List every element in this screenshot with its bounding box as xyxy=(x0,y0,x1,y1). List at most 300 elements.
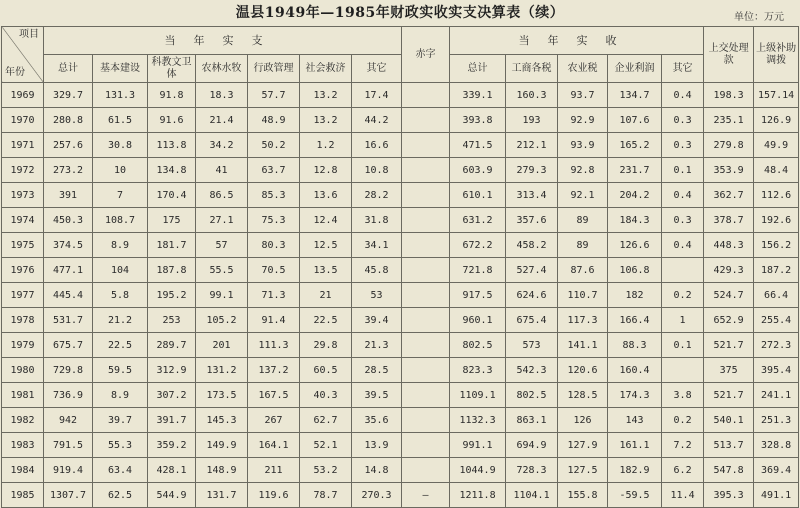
revenue-cell: 174.3 xyxy=(608,383,662,408)
deficit-cell xyxy=(402,283,450,308)
expend-cell: 289.7 xyxy=(148,333,196,358)
corner-top-label: 项目 xyxy=(19,29,39,40)
revenue-cell: 93.7 xyxy=(558,83,608,108)
expend-cell: 91.8 xyxy=(148,83,196,108)
buzhu-cell: 241.1 xyxy=(754,383,799,408)
table-row xyxy=(2,408,799,433)
buzhu-cell: 491.1 xyxy=(754,483,799,508)
expend-cell: 273.2 xyxy=(44,158,93,183)
buzhu-cell: 156.2 xyxy=(754,233,799,258)
revenue-cell: 991.1 xyxy=(450,433,506,458)
year-cell: 1975 xyxy=(2,233,44,258)
expend-cell: 531.7 xyxy=(44,308,93,333)
expend-cell: 164.1 xyxy=(248,433,300,458)
revenue-cell: 802.5 xyxy=(450,333,506,358)
expend-cell: 10.8 xyxy=(352,158,402,183)
deficit-cell xyxy=(402,83,450,108)
revenue-cell: 160.3 xyxy=(506,83,558,108)
page-title: 温县1949年—1985年财政实收实支决算表（续） xyxy=(235,5,565,21)
revenue-cell: 212.1 xyxy=(506,133,558,158)
expend-col-header: 行政管理 xyxy=(248,55,300,83)
expend-cell: 21.2 xyxy=(93,308,148,333)
expend-cell: 57.7 xyxy=(248,83,300,108)
expend-cell: 39.5 xyxy=(352,383,402,408)
table-row xyxy=(2,183,799,208)
expend-cell: 280.8 xyxy=(44,108,93,133)
shangjiao-cell: 375 xyxy=(704,358,754,383)
expend-cell: 71.3 xyxy=(248,283,300,308)
deficit-cell xyxy=(402,433,450,458)
expend-cell: 167.5 xyxy=(248,383,300,408)
revenue-cell: 107.6 xyxy=(608,108,662,133)
revenue-cell: 0.3 xyxy=(662,133,704,158)
revenue-cell: 155.8 xyxy=(558,483,608,508)
expend-cell: 736.9 xyxy=(44,383,93,408)
revenue-cell: 863.1 xyxy=(506,408,558,433)
revenue-col-header: 企业利润 xyxy=(608,55,662,83)
revenue-cell: 960.1 xyxy=(450,308,506,333)
expend-cell: 63.4 xyxy=(93,458,148,483)
buzhu-cell: 126.9 xyxy=(754,108,799,133)
expend-cell: 62.5 xyxy=(93,483,148,508)
expend-cell: 39.4 xyxy=(352,308,402,333)
expend-cell: 31.8 xyxy=(352,208,402,233)
revenue-cell: 624.6 xyxy=(506,283,558,308)
expend-cell: 48.9 xyxy=(248,108,300,133)
buzhu-cell: 66.4 xyxy=(754,283,799,308)
revenue-cell: 339.1 xyxy=(450,83,506,108)
revenue-cell: 0.2 xyxy=(662,283,704,308)
expend-cell: 1307.7 xyxy=(44,483,93,508)
year-cell: 1982 xyxy=(2,408,44,433)
expend-cell: 149.9 xyxy=(196,433,248,458)
table-row xyxy=(2,133,799,158)
expend-cell: 187.8 xyxy=(148,258,196,283)
expend-cell: 85.3 xyxy=(248,183,300,208)
expend-cell: 329.7 xyxy=(44,83,93,108)
subheader-row xyxy=(2,55,799,83)
expend-cell: 53 xyxy=(352,283,402,308)
revenue-cell: 126 xyxy=(558,408,608,433)
expend-cell: 55.3 xyxy=(93,433,148,458)
expend-cell: 477.1 xyxy=(44,258,93,283)
expend-cell: 63.7 xyxy=(248,158,300,183)
deficit-cell xyxy=(402,108,450,133)
buzhu-cell: 157.14 xyxy=(754,83,799,108)
expend-cell: 8.9 xyxy=(93,233,148,258)
buzhu-cell: 49.9 xyxy=(754,133,799,158)
shangjiao-cell: 378.7 xyxy=(704,208,754,233)
buzhu-cell: 255.4 xyxy=(754,308,799,333)
expend-cell: 50.2 xyxy=(248,133,300,158)
revenue-cell: 87.6 xyxy=(558,258,608,283)
revenue-cell: 126.6 xyxy=(608,233,662,258)
revenue-cell: 721.8 xyxy=(450,258,506,283)
expend-cell: 450.3 xyxy=(44,208,93,233)
revenue-cell: 193 xyxy=(506,108,558,133)
revenue-cell: 92.1 xyxy=(558,183,608,208)
expend-cell: 942 xyxy=(44,408,93,433)
revenue-cell: 631.2 xyxy=(450,208,506,233)
expend-cell: 40.3 xyxy=(300,383,352,408)
year-cell: 1981 xyxy=(2,383,44,408)
expend-cell: 61.5 xyxy=(93,108,148,133)
expend-cell: 131.3 xyxy=(93,83,148,108)
expend-cell: 919.4 xyxy=(44,458,93,483)
expend-group-header: 当年实支 xyxy=(44,27,402,55)
revenue-col-header: 总计 xyxy=(450,55,506,83)
expend-cell: 18.3 xyxy=(196,83,248,108)
expend-cell: 75.3 xyxy=(248,208,300,233)
revenue-cell: 7.2 xyxy=(662,433,704,458)
revenue-cell: 117.3 xyxy=(558,308,608,333)
shangjiao-cell: 279.8 xyxy=(704,133,754,158)
year-cell: 1985 xyxy=(2,483,44,508)
expend-cell: 91.4 xyxy=(248,308,300,333)
revenue-cell: 143 xyxy=(608,408,662,433)
shangjiao-cell: 198.3 xyxy=(704,83,754,108)
buzhu-cell: 328.8 xyxy=(754,433,799,458)
revenue-cell: 204.2 xyxy=(608,183,662,208)
revenue-col-header: 工商各税 xyxy=(506,55,558,83)
expend-cell: 29.8 xyxy=(300,333,352,358)
revenue-cell: 0.3 xyxy=(662,108,704,133)
revenue-cell: 92.8 xyxy=(558,158,608,183)
buzhu-cell: 192.6 xyxy=(754,208,799,233)
expend-cell: 145.3 xyxy=(196,408,248,433)
revenue-cell: 458.2 xyxy=(506,233,558,258)
year-cell: 1978 xyxy=(2,308,44,333)
revenue-cell: 92.9 xyxy=(558,108,608,133)
expend-cell: 270.3 xyxy=(352,483,402,508)
expend-cell: 70.5 xyxy=(248,258,300,283)
expend-cell: 39.7 xyxy=(93,408,148,433)
expend-cell: 91.6 xyxy=(148,108,196,133)
shangjiao-cell: 362.7 xyxy=(704,183,754,208)
shangjiao-cell: 521.7 xyxy=(704,333,754,358)
expend-cell: 57 xyxy=(196,233,248,258)
expend-cell: 13.9 xyxy=(352,433,402,458)
expend-cell: 445.4 xyxy=(44,283,93,308)
revenue-cell: 527.4 xyxy=(506,258,558,283)
expend-col-header: 总计 xyxy=(44,55,93,83)
year-cell: 1983 xyxy=(2,433,44,458)
expend-cell: 14.8 xyxy=(352,458,402,483)
expend-cell: 21.4 xyxy=(196,108,248,133)
expend-cell: 7 xyxy=(93,183,148,208)
deficit-cell xyxy=(402,383,450,408)
corner-header xyxy=(2,27,44,83)
corner-bottom-label: 年份 xyxy=(5,67,25,78)
revenue-cell xyxy=(662,258,704,283)
expend-cell: 148.9 xyxy=(196,458,248,483)
revenue-cell: 393.8 xyxy=(450,108,506,133)
revenue-cell: 127.5 xyxy=(558,458,608,483)
shangjiao-header: 上交处理款 xyxy=(704,27,754,83)
table-row xyxy=(2,208,799,233)
expend-cell: 21.3 xyxy=(352,333,402,358)
expend-cell: 675.7 xyxy=(44,333,93,358)
table-row xyxy=(2,458,799,483)
shangjiao-cell: 429.3 xyxy=(704,258,754,283)
revenue-cell: 802.5 xyxy=(506,383,558,408)
expend-cell: 22.5 xyxy=(300,308,352,333)
buzhu-cell: 48.4 xyxy=(754,158,799,183)
buzhu-cell: 251.3 xyxy=(754,408,799,433)
expend-cell: 131.7 xyxy=(196,483,248,508)
revenue-cell xyxy=(662,358,704,383)
expend-cell: 257.6 xyxy=(44,133,93,158)
expend-cell: 170.4 xyxy=(148,183,196,208)
expend-cell: 391.7 xyxy=(148,408,196,433)
revenue-cell: 182.9 xyxy=(608,458,662,483)
table-row xyxy=(2,158,799,183)
expend-cell: 137.2 xyxy=(248,358,300,383)
revenue-cell: 471.5 xyxy=(450,133,506,158)
revenue-cell: 0.2 xyxy=(662,408,704,433)
year-cell: 1974 xyxy=(2,208,44,233)
revenue-cell: 93.9 xyxy=(558,133,608,158)
revenue-cell: 166.4 xyxy=(608,308,662,333)
expend-cell: 28.2 xyxy=(352,183,402,208)
table-row xyxy=(2,233,799,258)
shangjiao-cell: 521.7 xyxy=(704,383,754,408)
year-cell: 1977 xyxy=(2,283,44,308)
shangjiao-cell: 547.8 xyxy=(704,458,754,483)
expend-cell: 21 xyxy=(300,283,352,308)
finance-table xyxy=(1,26,799,508)
revenue-cell: 160.4 xyxy=(608,358,662,383)
expend-cell: 34.2 xyxy=(196,133,248,158)
revenue-cell: 610.1 xyxy=(450,183,506,208)
expend-cell: 544.9 xyxy=(148,483,196,508)
expend-cell: 13.2 xyxy=(300,83,352,108)
expend-cell: 34.1 xyxy=(352,233,402,258)
table-row xyxy=(2,433,799,458)
table-row xyxy=(2,258,799,283)
shangjiao-cell: 524.7 xyxy=(704,283,754,308)
revenue-cell: 1044.9 xyxy=(450,458,506,483)
table-row xyxy=(2,308,799,333)
revenue-cell: 603.9 xyxy=(450,158,506,183)
shangjiao-cell: 395.3 xyxy=(704,483,754,508)
expend-cell: 30.8 xyxy=(93,133,148,158)
revenue-cell: 1211.8 xyxy=(450,483,506,508)
revenue-cell: 184.3 xyxy=(608,208,662,233)
expend-cell: 119.6 xyxy=(248,483,300,508)
revenue-cell: 165.2 xyxy=(608,133,662,158)
revenue-cell: 279.3 xyxy=(506,158,558,183)
expend-cell: 10 xyxy=(93,158,148,183)
expend-cell: 8.9 xyxy=(93,383,148,408)
year-cell: 1970 xyxy=(2,108,44,133)
table-row xyxy=(2,283,799,308)
deficit-cell xyxy=(402,308,450,333)
revenue-cell: 0.1 xyxy=(662,333,704,358)
expend-cell: 195.2 xyxy=(148,283,196,308)
revenue-cell: 161.1 xyxy=(608,433,662,458)
expend-cell: 175 xyxy=(148,208,196,233)
deficit-cell xyxy=(402,358,450,383)
expend-cell: 391 xyxy=(44,183,93,208)
expend-cell: 62.7 xyxy=(300,408,352,433)
expend-cell: 13.6 xyxy=(300,183,352,208)
expend-col-header: 社会救济 xyxy=(300,55,352,83)
table-body xyxy=(2,83,799,508)
buzhu-cell: 112.6 xyxy=(754,183,799,208)
expend-cell: 13.2 xyxy=(300,108,352,133)
expend-cell: 59.5 xyxy=(93,358,148,383)
expend-cell: 52.1 xyxy=(300,433,352,458)
expend-cell: 35.6 xyxy=(352,408,402,433)
unit-label: 单位：万元 xyxy=(734,12,784,23)
revenue-cell: 0.4 xyxy=(662,83,704,108)
revenue-cell: 89 xyxy=(558,208,608,233)
buzhu-cell: 369.4 xyxy=(754,458,799,483)
revenue-col-header: 其它 xyxy=(662,55,704,83)
expend-col-header: 基本建设 xyxy=(93,55,148,83)
expend-cell: 41 xyxy=(196,158,248,183)
revenue-cell: 3.8 xyxy=(662,383,704,408)
revenue-cell: 110.7 xyxy=(558,283,608,308)
expend-cell: 45.8 xyxy=(352,258,402,283)
revenue-cell: 182 xyxy=(608,283,662,308)
deficit-cell xyxy=(402,183,450,208)
table-row xyxy=(2,83,799,108)
revenue-cell: 728.3 xyxy=(506,458,558,483)
expend-cell: 1.2 xyxy=(300,133,352,158)
expend-cell: 267 xyxy=(248,408,300,433)
expend-cell: 791.5 xyxy=(44,433,93,458)
expend-cell: 16.6 xyxy=(352,133,402,158)
deficit-cell xyxy=(402,233,450,258)
deficit-cell xyxy=(402,408,450,433)
expend-cell: 211 xyxy=(248,458,300,483)
expend-cell: 13.5 xyxy=(300,258,352,283)
expend-cell: 359.2 xyxy=(148,433,196,458)
revenue-cell: 0.4 xyxy=(662,233,704,258)
expend-cell: 12.4 xyxy=(300,208,352,233)
expend-cell: 53.2 xyxy=(300,458,352,483)
revenue-cell: 1104.1 xyxy=(506,483,558,508)
shangjiao-cell: 235.1 xyxy=(704,108,754,133)
deficit-cell xyxy=(402,133,450,158)
expend-cell: 27.1 xyxy=(196,208,248,233)
deficit-cell xyxy=(402,458,450,483)
expend-cell: 22.5 xyxy=(93,333,148,358)
revenue-cell: 0.3 xyxy=(662,208,704,233)
revenue-cell: 1109.1 xyxy=(450,383,506,408)
expend-cell: 55.5 xyxy=(196,258,248,283)
buzhu-cell: 272.3 xyxy=(754,333,799,358)
expend-cell: 12.5 xyxy=(300,233,352,258)
deficit-cell xyxy=(402,158,450,183)
table-row xyxy=(2,358,799,383)
revenue-cell: 128.5 xyxy=(558,383,608,408)
year-cell: 1971 xyxy=(2,133,44,158)
expend-cell: 173.5 xyxy=(196,383,248,408)
expend-cell: 80.3 xyxy=(248,233,300,258)
expend-col-header: 农林水牧 xyxy=(196,55,248,83)
expend-cell: 131.2 xyxy=(196,358,248,383)
year-cell: 1973 xyxy=(2,183,44,208)
shangjiao-cell: 448.3 xyxy=(704,233,754,258)
table-row xyxy=(2,333,799,358)
deficit-cell xyxy=(402,208,450,233)
revenue-cell: 141.1 xyxy=(558,333,608,358)
revenue-cell: 357.6 xyxy=(506,208,558,233)
buzhu-cell: 187.2 xyxy=(754,258,799,283)
expend-cell: 78.7 xyxy=(300,483,352,508)
expend-cell: 374.5 xyxy=(44,233,93,258)
expend-cell: 5.8 xyxy=(93,283,148,308)
table-row xyxy=(2,108,799,133)
deficit-cell: — xyxy=(402,483,450,508)
revenue-cell: 127.9 xyxy=(558,433,608,458)
revenue-cell: 0.1 xyxy=(662,158,704,183)
revenue-cell: 672.2 xyxy=(450,233,506,258)
deficit-cell xyxy=(402,333,450,358)
revenue-cell: -59.5 xyxy=(608,483,662,508)
revenue-cell: 120.6 xyxy=(558,358,608,383)
expend-cell: 253 xyxy=(148,308,196,333)
revenue-cell: 313.4 xyxy=(506,183,558,208)
expend-cell: 28.5 xyxy=(352,358,402,383)
revenue-cell: 106.8 xyxy=(608,258,662,283)
year-cell: 1969 xyxy=(2,83,44,108)
revenue-cell: 917.5 xyxy=(450,283,506,308)
revenue-cell: 11.4 xyxy=(662,483,704,508)
revenue-cell: 6.2 xyxy=(662,458,704,483)
expend-cell: 113.8 xyxy=(148,133,196,158)
year-cell: 1984 xyxy=(2,458,44,483)
year-cell: 1976 xyxy=(2,258,44,283)
expend-cell: 729.8 xyxy=(44,358,93,383)
expend-cell: 181.7 xyxy=(148,233,196,258)
expend-cell: 44.2 xyxy=(352,108,402,133)
expend-cell: 99.1 xyxy=(196,283,248,308)
buzhu-header: 上级补助调拨 xyxy=(754,27,799,83)
expend-cell: 105.2 xyxy=(196,308,248,333)
expend-cell: 111.3 xyxy=(248,333,300,358)
expend-cell: 60.5 xyxy=(300,358,352,383)
expend-cell: 108.7 xyxy=(93,208,148,233)
revenue-cell: 231.7 xyxy=(608,158,662,183)
expend-cell: 312.9 xyxy=(148,358,196,383)
revenue-cell: 542.3 xyxy=(506,358,558,383)
expend-cell: 17.4 xyxy=(352,83,402,108)
revenue-cell: 134.7 xyxy=(608,83,662,108)
revenue-cell: 88.3 xyxy=(608,333,662,358)
deficit-cell xyxy=(402,258,450,283)
deficit-header: 赤字 xyxy=(402,27,450,83)
shangjiao-cell: 353.9 xyxy=(704,158,754,183)
revenue-cell: 823.3 xyxy=(450,358,506,383)
expend-cell: 134.8 xyxy=(148,158,196,183)
table-row xyxy=(2,483,799,508)
expend-cell: 104 xyxy=(93,258,148,283)
revenue-cell: 573 xyxy=(506,333,558,358)
expend-cell: 201 xyxy=(196,333,248,358)
revenue-col-header: 农业税 xyxy=(558,55,608,83)
revenue-cell: 1132.3 xyxy=(450,408,506,433)
year-cell: 1979 xyxy=(2,333,44,358)
revenue-cell: 89 xyxy=(558,233,608,258)
revenue-cell: 675.4 xyxy=(506,308,558,333)
revenue-cell: 1 xyxy=(662,308,704,333)
shangjiao-cell: 513.7 xyxy=(704,433,754,458)
revenue-cell: 694.9 xyxy=(506,433,558,458)
